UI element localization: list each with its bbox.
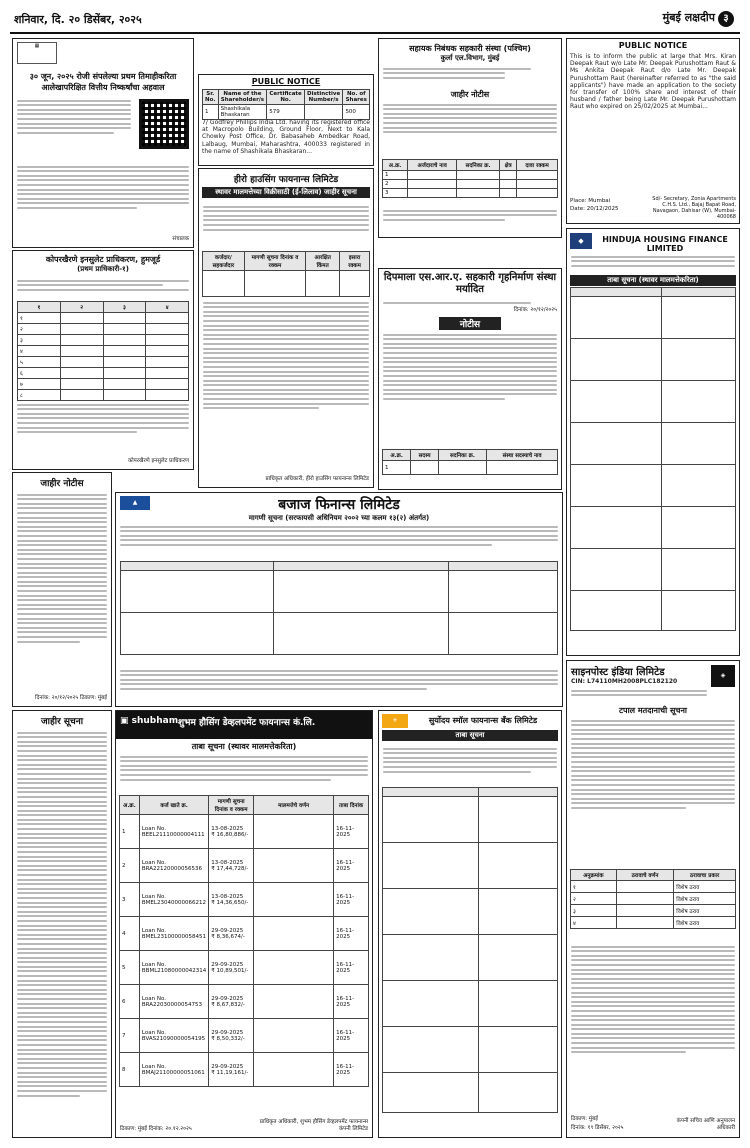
shubham-subtitle: ताबा सूचना (स्थावर मालमत्तेकरिता) (191, 742, 297, 751)
cell: 16-11-2025 (334, 917, 369, 951)
authority-subtitle: (प्रथम प्राधिकारी-१) (77, 265, 129, 273)
notice-authority (12, 250, 194, 470)
hero-signer: प्राधिकृत अधिकारी, हीरो हाउसिंग फायनान्स लिमिटेड (265, 476, 369, 482)
shubham-col-amount: मागणी सूचना दिनांक व रक्कम (209, 796, 254, 815)
suryoday-logo-icon: ☀ (382, 714, 408, 728)
notice-annual-report-title: ३० जून, २०२५ रोजी संपलेल्या प्रथम तिमाहीकरिता आलेखापरिक्षित वित्तीय निष्कर्षांचा अहवाल (29, 72, 177, 92)
table-row (383, 189, 558, 198)
table-row (383, 171, 558, 180)
suryoday-table (382, 787, 558, 1113)
dipmala-heading: नोटीस (439, 317, 501, 330)
society-subtitle: कुर्ला एल.विभाग, मुंबई (440, 54, 500, 62)
cell: 500 (343, 105, 370, 120)
signpost-place: ठिकाण: मुंबई (571, 1116, 598, 1122)
cell: 16-11-2025 (334, 951, 369, 985)
society-col-flat: सदनिका क्र. (457, 160, 500, 171)
table-row (120, 985, 369, 1019)
bajaj-table (120, 561, 558, 655)
cell (209, 1053, 254, 1087)
public-notice-small-body: 7/ Godfrey Phillips India Ltd. having its registered office at Macropolo Building, Ground Floor, Next to Kala Chowky Post Office, Dr. Babasaheb Ambedkar Road, Lalbaug, Mumbai, Maharashtra, 400033 registered in the name of Shashikala Bhaskaran... (202, 119, 370, 155)
signpost-cin: CIN: L74110MH2008PLC182120 (571, 678, 678, 685)
demand-date: 29-09-2025 (211, 927, 244, 934)
signpost-logo-icon: ◈ (711, 665, 735, 687)
cell (209, 917, 254, 951)
table-row (383, 461, 558, 475)
cell: 16-11-2025 (334, 1019, 369, 1053)
table-row (120, 1019, 369, 1053)
bajaj-title: बजाज फिनान्स लिमिटेड (278, 497, 400, 513)
cell (209, 985, 254, 1019)
col-shares: No. of Shares (343, 90, 370, 105)
cell: 1 (120, 815, 140, 849)
company-logo-icon: ▦ (17, 42, 57, 64)
society-col-name: अर्जदाराचे नाव (408, 160, 457, 171)
dipmala-col-no: अ.क्र. (383, 450, 411, 461)
demand-amount: ₹ 10,89,501/- (211, 967, 249, 974)
signpost-col-desc: ठरावाचे वर्णन (616, 870, 673, 881)
cell: ३ (571, 905, 617, 917)
col-cert: Certificate No. (267, 90, 305, 105)
hinduja-logo-icon: ◆ (570, 233, 592, 249)
demand-amount: ₹ 16,80,886/- (211, 831, 249, 838)
authority-table: १ २ ३ ४ १ २ ३ ४ ५ ६ ७ ८ (17, 301, 189, 401)
public-notice-right-body: This is to inform the public at large that Mrs. Kiran Deepak Raut w/o Late Mr. Deepak Purushottam Raut & Ms Ankita Deepak Raut d/o Late Mr. Deepak Purushottam Raut (hereinafter referred to as "the said applicants") have made an application to the society for transfer of 100% share and interest of their husband / father being Late Mr. Deepak Purushottam Raut who expired on 25/02/2025 at Mumbai... (570, 53, 736, 111)
suryoday-subtitle: ताबा सूचना (382, 730, 558, 741)
public-notice-right-signer: Sd/- Secretary, Zonia Apartments C.H.S. Ltd., Bajaj Bapat Road, Navagaon, Dahisar (W), Mumbai-400068 (652, 196, 736, 220)
hero-col-borrower: कर्जदार/सहकर्जदार (203, 252, 245, 271)
bajaj-subtitle: मागणी सूचना (सरफायसी अधिनियम २००२ च्या कलम १३(२) अंतर्गत) (248, 514, 430, 522)
demand-amount: ₹ 11,19,161/- (211, 1069, 249, 1076)
cell: 1 (203, 105, 219, 120)
cell: 8 (120, 1053, 140, 1087)
table-row (571, 893, 736, 905)
demand-date: 29-09-2025 (211, 1029, 244, 1036)
cell: 16-11-2025 (334, 1053, 369, 1087)
cell (209, 849, 254, 883)
dipmala-title: दिपमाला एस.आर.ए. सहकारी गृहनिर्माण संस्था मर्यादित (383, 272, 557, 295)
shubham-col-no: अ.क्र. (120, 796, 140, 815)
cell: ४ (571, 917, 617, 929)
authority-title: कोपरखैरणे इनसुलेट प्राधिकरण, हुमजूर्ड (45, 255, 161, 264)
public-notice-right-title: PUBLIC NOTICE (618, 41, 688, 50)
shubham-notice (115, 710, 373, 1138)
signpost-date: दिनांक: १९ डिसेंबर, २०२५ (571, 1125, 624, 1131)
cell: 4 (120, 917, 140, 951)
bajaj-logo-icon: ▲ (120, 496, 150, 510)
dipmala-col-flat: सदनिका क्र. (438, 450, 486, 461)
signpost-notice (566, 660, 740, 1138)
authority-signer: कोपरखैरणे इनसुलेट प्राधिकरण (127, 458, 189, 464)
table-row (120, 815, 369, 849)
demand-date: 29-09-2025 (211, 995, 244, 1002)
cell (209, 883, 254, 917)
cell: Loan No. BMEL23100000058451 (139, 917, 208, 951)
shubham-logo-icon: ▣ shubham (120, 716, 179, 726)
dipmala-col-name: संस्था सदस्याचे नाव (487, 450, 558, 461)
shubham-col-loan: कर्ज खाते क्र. (139, 796, 208, 815)
cell (209, 1019, 254, 1053)
notice-annual-report (12, 38, 194, 248)
cell: 5 (120, 951, 140, 985)
cell: Shashikala Bhaskaran (218, 105, 267, 120)
society-title: सहायक निबंधक सहकारी संस्था (पश्चिम) (409, 44, 531, 53)
cell: Loan No. BRA22120000056536 (139, 849, 208, 883)
page-header (10, 6, 740, 34)
cell: 16-11-2025 (334, 883, 369, 917)
cell: २ (571, 893, 617, 905)
public-notice-right (566, 38, 740, 224)
notice-body-2 (17, 163, 189, 212)
cell: विशेष ठराव (674, 881, 736, 893)
shubham-table (119, 795, 369, 1087)
hero-subtitle: स्थावर मालमत्तेच्या विक्रीसाठी (ई-लिलाव) जाहीर सूचना (202, 187, 370, 198)
cell: 16-11-2025 (334, 849, 369, 883)
suryoday-title: सुर्योदय स्मॉल फायनान्स बँक लिमिटेड (428, 716, 538, 725)
cell: Loan No. BBML21080000042314 (139, 951, 208, 985)
cell: विशेष ठराव (674, 893, 736, 905)
cell: Loan No. BVAS21090000054195 (139, 1019, 208, 1053)
page-number: ३ (718, 11, 734, 27)
paper-name: मुंबई लक्षदीप (662, 11, 715, 24)
bajaj-notice (115, 492, 563, 707)
demand-date: 29-09-2025 (211, 1063, 244, 1070)
table-row (120, 917, 369, 951)
table-row (120, 849, 369, 883)
notice-body (17, 97, 131, 136)
header-paper (663, 10, 734, 27)
demand-amount: ₹ 17,44,728/- (211, 865, 249, 872)
shares-table (202, 89, 370, 120)
public-notice-small-title: PUBLIC NOTICE (251, 77, 321, 86)
dipmala-date: दिनांक: २०/१२/२०२५ (513, 307, 557, 313)
col-sr: Sr. No. (203, 90, 219, 105)
hinduja-notice (566, 228, 740, 656)
demand-amount: ₹ 8,36,674/- (211, 933, 245, 940)
header-date: शनिवार, दि. २० डिसेंबर, २०२५ (14, 13, 142, 26)
shubham-col-possession: ताबा दिनांक (334, 796, 369, 815)
hinduja-title: HINDUJA HOUSING FINANCE LIMITED (602, 235, 728, 253)
cell: 16-11-2025 (334, 815, 369, 849)
table-row (571, 917, 736, 929)
cell: 2 (383, 180, 408, 189)
public-notice-small (198, 74, 374, 166)
dipmala-table (382, 449, 558, 475)
cell: 3 (383, 189, 408, 198)
society-notice (378, 38, 562, 238)
hero-title: हीरो हाउसिंग फायनान्स लिमिटेड (233, 175, 339, 185)
cell: 1 (383, 461, 411, 475)
shubham-header (116, 711, 372, 739)
hinduja-subtitle: ताबा सूचना (स्थावर मालमत्तेकरिता) (570, 275, 736, 286)
cell: Loan No. BMEL23040000066212 (139, 883, 208, 917)
cell: Loan No. BMAJ21100000051061 (139, 1053, 208, 1087)
notice-public-lost (12, 472, 112, 707)
signpost-title: साइनपोस्ट इंडिया लिमिटेड (571, 667, 665, 678)
signpost-col-no: अनुक्रमांक (571, 870, 617, 881)
shubham-signer: प्राधिकृत अधिकारी, शुभम हौसिंग डेव्हलपमेंट फायनान्स कंपनी लिमिटेड (259, 1119, 368, 1132)
cell: १ (571, 881, 617, 893)
cell: 2 (120, 849, 140, 883)
cell: 7 (120, 1019, 140, 1053)
cell (209, 815, 254, 849)
signpost-table (570, 869, 736, 929)
table-row (383, 180, 558, 189)
demand-amount: ₹ 8,67,832/- (211, 1001, 245, 1008)
dipmala-notice (378, 268, 562, 490)
cell: विशेष ठराव (674, 917, 736, 929)
cell: 6 (120, 985, 140, 1019)
table-row (571, 905, 736, 917)
hero-col-demand: मागणी सूचना दिनांक व रक्कम (244, 252, 306, 271)
cell: विशेष ठराव (674, 905, 736, 917)
shubham-title: शुभम हौसिंग डेव्हलपमेंट फायनान्स कं.लि. (178, 718, 316, 728)
society-col-no: अ.क्र. (383, 160, 408, 171)
table-row (120, 951, 369, 985)
cell: 16-11-2025 (334, 985, 369, 1019)
demand-amount: ₹ 8,50,332/- (211, 1035, 245, 1042)
demand-date: 13-08-2025 (211, 825, 244, 832)
public-notice-right-date: Date: 20/12/2025 (570, 206, 619, 212)
hinduja-table (570, 287, 736, 631)
hero-col-emd: इसारा रक्कम (340, 252, 370, 271)
hero-housing-notice (198, 168, 374, 488)
society-col-area: क्षेत्र (500, 160, 517, 171)
hero-table (202, 251, 370, 297)
cell: 1 (383, 171, 408, 180)
shubham-place-date: ठिकाण: मुंबई दिनांक: २०.१२.२०२५ (120, 1126, 192, 1132)
cell: Loan No. BEEL21110000004111 (139, 815, 208, 849)
suryoday-notice (378, 710, 562, 1138)
lost-notice-signer: दिनांक: २०/१२/२०२५ ठिकाण: मुंबई (35, 695, 107, 701)
demand-amount: ₹ 14,36,650/- (211, 899, 249, 906)
society-table (382, 159, 558, 198)
society-col-claim: दावा रक्कम (517, 160, 558, 171)
society-heading: जाहीर नोटीस (450, 90, 490, 99)
col-dist: Distinctive Number/s (304, 90, 343, 105)
qr-code-icon (139, 99, 189, 149)
cell: Loan No. BRA22030000054753 (139, 985, 208, 1019)
signpost-heading: टपाल मतदानाची सूचना (619, 706, 687, 715)
demand-date: 13-08-2025 (211, 859, 244, 866)
cell (304, 105, 343, 120)
notice-jahir-suchana (12, 710, 112, 1138)
jahir-suchana-title: जाहीर सूचना (40, 717, 84, 727)
shubham-col-property: मालमत्तेचे वर्णन (254, 796, 334, 815)
table-row (120, 883, 369, 917)
public-notice-right-place: Place: Mumbai (570, 198, 611, 204)
signpost-signer: कंपनी सचिव आणि अनुपालन अधिकारी (676, 1118, 735, 1131)
dipmala-col-member: सदस्य (411, 450, 438, 461)
demand-date: 13-08-2025 (211, 893, 244, 900)
notice-signer: संचालक (172, 236, 189, 242)
col-name: Name of the Shareholder/s (218, 90, 267, 105)
cell (209, 951, 254, 985)
signpost-col-type: ठरावाचा प्रकार (674, 870, 736, 881)
table-row (120, 1053, 369, 1087)
cell: 579 (267, 105, 305, 120)
demand-date: 29-09-2025 (211, 961, 244, 968)
lost-notice-title: जाहीर नोटीस (40, 479, 84, 489)
table-row (571, 881, 736, 893)
cell: 3 (120, 883, 140, 917)
hero-col-reserve: आरक्षित किंमत (306, 252, 340, 271)
